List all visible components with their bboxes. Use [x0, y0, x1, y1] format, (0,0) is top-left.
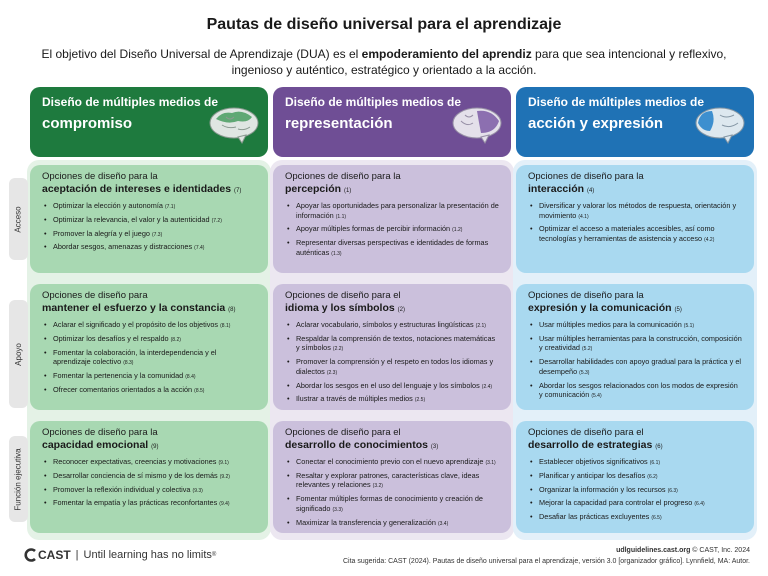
list-item-ref: (3.2) — [372, 483, 383, 490]
card-title-ref: (1) — [343, 188, 352, 194]
list-item — [528, 201, 742, 222]
list-item-text: Establecer objetivos significativos — [539, 457, 648, 466]
list-item-ref: (8.3) — [123, 360, 134, 367]
footer-site: udlguidelines.cast.org — [616, 547, 691, 554]
card-title-text: idioma y los símbolos — [285, 302, 395, 314]
list-item-ref: (8.4) — [185, 373, 196, 380]
list-item — [42, 348, 256, 369]
list-item-text: Optimizar el acceso a materiales accesibles, así como tecnologías y herramientas de asistencia y acceso — [539, 224, 715, 243]
guideline-card-apoyo-compromiso — [30, 284, 268, 410]
card-title — [528, 183, 742, 198]
list-item — [42, 334, 256, 346]
list-item-text: Promover la comprensión y el respeto en todos los idiomas y dialectos — [296, 357, 494, 376]
brain-icon — [694, 105, 746, 145]
list-item-text: Respaldar la comprensión de textos, notaciones matemáticas y símbolos — [296, 333, 496, 353]
list-item-text: Fomentar múltiples formas de conocimiento y creación de significado — [296, 494, 483, 513]
card-title-text: desarrollo de estrategias — [528, 439, 653, 451]
card-title-ref: (5) — [674, 307, 682, 313]
card-prefix: Opciones de diseño para la — [42, 427, 158, 438]
guideline-card-acceso-representacion — [273, 165, 511, 273]
list-item-text: Apoyar múltiples formas de percibir información — [296, 224, 451, 234]
card-item-list — [42, 201, 256, 254]
list-item-ref: (2.2) — [332, 346, 344, 353]
column-header-line2: representación — [285, 115, 393, 132]
row-label-funcion-ejecutiva: Función ejecutiva — [9, 436, 28, 522]
list-item-text: Aclarar el significado y el propósito de los objetivos — [53, 320, 219, 329]
list-item-text: Mejorar la capacidad para controlar el progreso — [539, 498, 693, 508]
footer-citation: Cita sugerida: CAST (2024). Pautas de diseño universal para el aprendizaje, versión 3.0 [organizador gráfico]. Lynnfield, MA: Autor. — [342, 558, 750, 565]
card-title — [528, 439, 742, 454]
list-item — [42, 471, 256, 483]
card-title-text: desarrollo de conocimientos — [285, 439, 428, 451]
intro-text — [30, 46, 738, 78]
list-item — [285, 394, 499, 406]
list-item — [42, 371, 256, 383]
list-item-text: Usar múltiples medios para la comunicación — [539, 320, 682, 329]
list-item-ref: (7.2) — [211, 217, 222, 224]
column-header-representacion — [273, 87, 511, 157]
list-item — [528, 224, 742, 245]
card-item-list — [285, 457, 499, 529]
list-item-text: Promover la reflexión individual y colectiva — [53, 484, 191, 494]
card-prefix: Opciones de diseño para el — [528, 427, 644, 438]
card-title — [42, 439, 256, 454]
list-item — [528, 512, 742, 524]
list-item-text: Representar diversas perspectivas e identidades de formas auténticas — [296, 238, 489, 257]
footer-copyright: © CAST, Inc. 2024 — [690, 547, 750, 554]
guideline-card-apoyo-accion — [516, 284, 754, 410]
list-item-text: Ilustrar a través de múltiples medios — [296, 394, 413, 404]
list-item-ref: (6.3) — [667, 487, 678, 494]
list-item-ref: (2.3) — [326, 369, 338, 376]
list-item — [285, 238, 499, 259]
list-item-text: Planificar y anticipar los desafíos — [539, 470, 646, 480]
guideline-card-funcion-ejecutiva-representacion — [273, 421, 511, 533]
list-item-ref: (9.3) — [192, 487, 203, 494]
list-item-ref: (2.5) — [414, 397, 426, 404]
brain-icon — [208, 105, 260, 145]
column-header-line1: Diseño de múltiples medios de — [42, 95, 219, 109]
list-item-text: Reconocer expectativas, creencias y motivaciones — [53, 457, 217, 466]
list-item-ref: (2.1) — [475, 323, 486, 329]
list-item-text: Diversificar y valorar los métodos de respuesta, orientación y movimiento — [539, 201, 737, 220]
card-title-text: capacidad emocional — [42, 439, 149, 451]
list-item-text: Promover la alegría y el juego — [53, 228, 150, 238]
list-item-ref: (6.1) — [649, 460, 661, 466]
list-item-text: Aclarar vocabulario, símbolos y estructuras lingüísticas — [296, 320, 474, 329]
list-item-text: Resaltar y explorar patrones, características clave, ideas relevantes y relaciones — [296, 470, 480, 490]
list-item — [42, 201, 256, 213]
card-prefix: Opciones de diseño para — [42, 290, 148, 301]
list-item — [285, 471, 499, 492]
card-title — [42, 183, 256, 198]
list-item — [285, 224, 499, 236]
list-item — [42, 215, 256, 227]
list-item-text: Usar múltiples herramientas para la construcción, composición y creatividad — [539, 333, 742, 353]
list-item-text: Desafiar las prácticas excluyentes — [539, 512, 650, 522]
list-item — [528, 498, 742, 510]
card-title-text: expresión y la comunicación — [528, 302, 672, 314]
list-item — [42, 320, 256, 332]
list-item-ref: (9.4) — [219, 501, 230, 508]
card-title-ref: (8) — [228, 307, 236, 313]
footer-credits — [343, 545, 750, 567]
card-title-text: percepción — [285, 183, 342, 195]
list-item — [42, 242, 256, 254]
list-item — [285, 320, 499, 332]
list-item-text: Abordar los sesgos en el uso del lenguaje y los símbolos — [296, 380, 480, 390]
list-item-text: Optimizar la relevancia, el valor y la autenticidad — [53, 214, 210, 224]
list-item-ref: (8.2) — [170, 336, 181, 343]
trademark-symbol: ® — [211, 552, 217, 558]
card-title-ref: (3) — [430, 444, 439, 450]
list-item-text: Organizar la información y los recursos — [539, 484, 666, 494]
list-item-ref: (5.3) — [579, 369, 590, 376]
intro-bold: empoderamiento del aprendiz — [361, 47, 532, 61]
list-item-text: Ofrecer comentarios orientados a la acción — [53, 384, 193, 394]
card-prefix: Opciones de diseño para el — [285, 290, 401, 301]
list-item-ref: (6.2) — [647, 473, 658, 480]
list-item — [42, 457, 256, 469]
list-item — [285, 334, 499, 355]
list-item-ref: (5.2) — [582, 346, 593, 353]
list-item — [285, 457, 499, 469]
card-title-ref: (4) — [586, 188, 595, 194]
list-item-ref: (1.1) — [335, 213, 347, 220]
list-item-text: Optimizar los desafíos y el respaldo — [53, 333, 169, 343]
column-header-accion — [516, 87, 754, 157]
card-item-list — [528, 320, 742, 402]
list-item-ref: (3.4) — [437, 520, 449, 527]
guideline-card-acceso-compromiso — [30, 165, 268, 273]
cast-logo — [24, 548, 216, 562]
card-prefix: Opciones de diseño para el — [285, 427, 401, 438]
brain-icon — [451, 105, 503, 145]
list-item — [528, 457, 742, 469]
guideline-card-apoyo-representacion — [273, 284, 511, 410]
list-item-text: Desarrollar conciencia de sí mismo y de los demás — [53, 470, 218, 480]
list-item-ref: (3.1) — [485, 460, 496, 466]
list-item-ref: (3.3) — [332, 506, 343, 513]
list-item-ref: (2.4) — [481, 383, 493, 390]
list-item-ref: (1.3) — [331, 250, 342, 257]
list-item-text: Conectar el conocimiento previo con el nuevo aprendizaje — [296, 457, 484, 466]
list-item — [528, 485, 742, 497]
card-prefix: Opciones de diseño para la — [528, 171, 644, 182]
list-item — [285, 518, 499, 530]
card-title-ref: (2) — [397, 307, 405, 313]
list-item — [285, 357, 499, 378]
list-item-ref: (7.4) — [194, 245, 205, 252]
list-item-text: Fomentar la colaboración, la interdependencia y el aprendizaje colectivo — [53, 347, 217, 367]
list-item-ref: (8.5) — [194, 387, 205, 394]
list-item — [528, 320, 742, 332]
card-title — [42, 302, 256, 317]
list-item-text: Abordar sesgos, amenazas y distracciones — [53, 242, 193, 252]
column-header-line1: Diseño de múltiples medios de — [285, 95, 462, 109]
card-title — [285, 302, 499, 317]
card-title-ref: (9) — [151, 444, 159, 450]
card-title — [285, 183, 499, 198]
list-item-ref: (7.1) — [164, 204, 176, 210]
row-label-apoyo: Apoyo — [9, 300, 28, 408]
card-title — [528, 302, 742, 317]
intro-before: El objetivo del Diseño Universal de Aprendizaje (DUA) es el — [41, 47, 362, 61]
list-item-ref: (6.4) — [694, 501, 705, 508]
guideline-card-funcion-ejecutiva-compromiso — [30, 421, 268, 533]
list-item-ref: (7.3) — [151, 231, 163, 238]
list-item-ref: (5.4) — [591, 393, 602, 400]
list-item-ref: (5.1) — [683, 323, 695, 329]
guideline-card-funcion-ejecutiva-accion — [516, 421, 754, 533]
intro-after: para que sea intencional y reflexivo, ingenioso y auténtico, estratégico y orientado a la acción. — [231, 47, 727, 77]
column-header-line2: compromiso — [42, 115, 133, 132]
list-item-text: Apoyar las oportunidades para personalizar la presentación de información — [296, 201, 499, 220]
column-header-line2: acción y expresión — [528, 115, 664, 132]
card-title-text: aceptación de intereses e identidades — [42, 183, 232, 195]
list-item — [528, 471, 742, 483]
cast-brand: CAST — [38, 548, 71, 562]
list-item — [285, 201, 499, 222]
list-item-text: Abordar los sesgos relacionados con los modos de expresión y comunicación — [539, 380, 738, 400]
logo-separator: | — [75, 549, 79, 561]
list-item — [42, 498, 256, 510]
guideline-card-acceso-accion — [516, 165, 754, 273]
card-title-text: interacción — [528, 183, 585, 195]
list-item-text: Desarrollar habilidades con apoyo gradual para la práctica y el desempeño — [539, 357, 741, 376]
list-item — [528, 334, 742, 355]
column-header-compromiso — [30, 87, 268, 157]
card-prefix: Opciones de diseño para la — [42, 171, 158, 182]
list-item-text: Fomentar la empatía y las prácticas reconfortantes — [53, 498, 218, 508]
list-item-ref: (4.2) — [704, 236, 715, 243]
card-item-list — [42, 457, 256, 510]
list-item — [528, 381, 742, 402]
card-item-list — [285, 201, 499, 259]
list-item — [528, 357, 742, 378]
list-item — [285, 381, 499, 393]
card-title-ref: (6) — [655, 444, 663, 450]
card-item-list — [42, 320, 256, 396]
card-prefix: Opciones de diseño para la — [285, 171, 401, 182]
column-header-line1: Diseño de múltiples medios de — [528, 95, 705, 109]
cast-tagline: Until learning has no limits — [83, 549, 212, 561]
card-item-list — [285, 320, 499, 406]
card-item-list — [528, 457, 742, 524]
list-item-ref: (4.1) — [578, 213, 589, 220]
list-item-ref: (9.2) — [219, 473, 230, 480]
card-title-text: mantener el esfuerzo y la constancia — [42, 302, 226, 314]
list-item-text: Fomentar la pertenencia y la comunidad — [53, 370, 184, 380]
list-item — [42, 485, 256, 497]
list-item-ref: (1.2) — [452, 227, 463, 234]
list-item-ref: (6.5) — [651, 515, 662, 522]
list-item — [42, 229, 256, 241]
card-title — [285, 439, 499, 454]
list-item — [42, 385, 256, 397]
list-item — [285, 494, 499, 515]
card-item-list — [528, 201, 742, 246]
card-title-ref: (7) — [234, 188, 242, 194]
card-prefix: Opciones de diseño para la — [528, 290, 644, 301]
list-item-text: Optimizar la elección y autonomía — [53, 201, 163, 210]
cast-logo-icon — [24, 548, 38, 562]
list-item-ref: (9.1) — [218, 460, 229, 466]
page-title: Pautas de diseño universal para el aprendizaje — [206, 16, 562, 33]
list-item-ref: (8.1) — [220, 323, 231, 329]
list-item-text: Maximizar la transferencia y generalización — [296, 517, 436, 527]
row-label-acceso: Acceso — [9, 178, 28, 260]
